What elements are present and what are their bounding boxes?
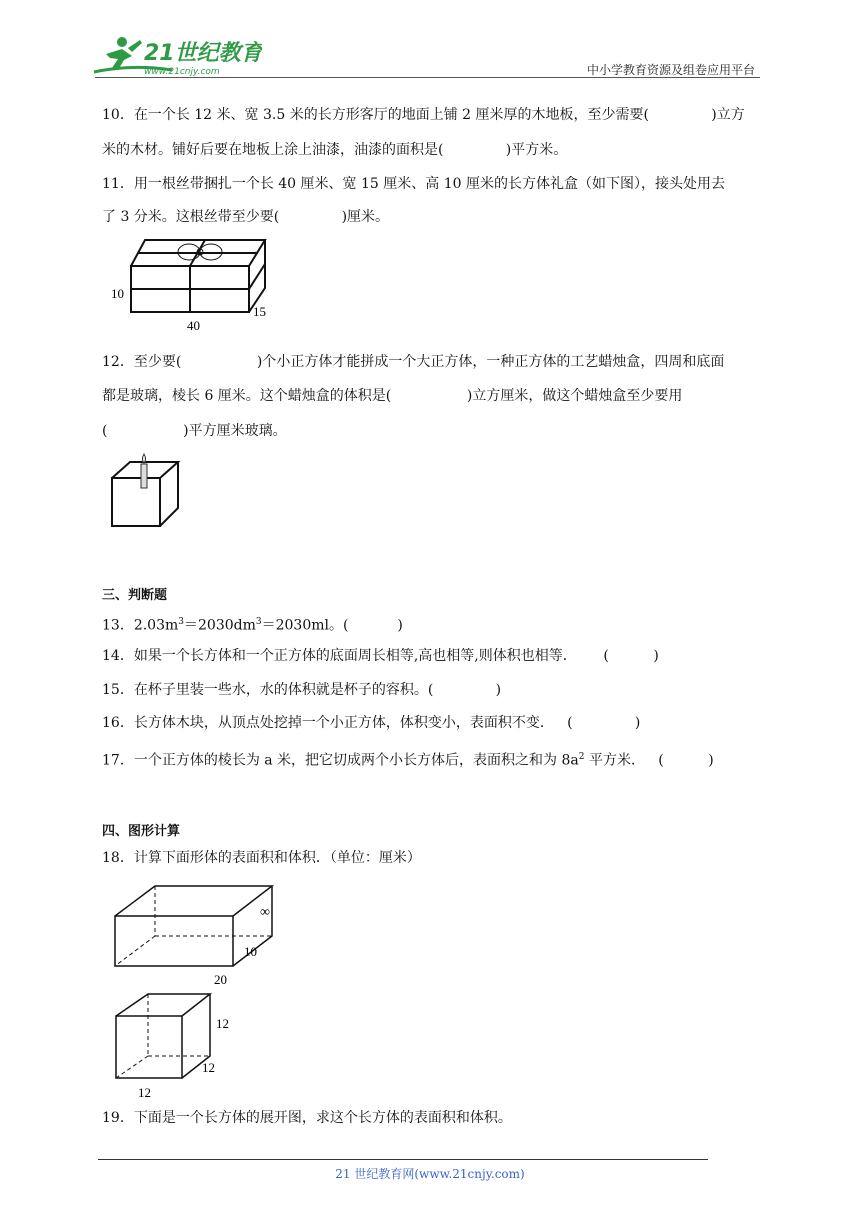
cuboid-length-label: 20	[214, 972, 227, 987]
gift-height-label: 10	[111, 286, 124, 301]
q11-line1: 11．用一根丝带捆扎一个长 40 厘米、宽 15 厘米、高 10 厘米的长方体礼盒（如下图），接头处用去	[102, 176, 725, 192]
site-logo	[92, 34, 262, 78]
q18: 18．计算下面形体的表面积和体积．（单位：厘米）	[102, 850, 421, 866]
q17: 17．一个正方体的棱长为 a 米，把它切成两个小长方体后，表面积之和为 $8a^2$ 平方米． ( )	[102, 752, 714, 769]
logo-text: 21世纪教育	[144, 41, 262, 66]
section4-title: 四、图形计算	[102, 824, 181, 839]
q16: 16．长方体木块，从顶点处挖掉一个小正方体，体积变小，表面积不变． ( )	[102, 715, 641, 731]
q10-line1: 10．在一个长 12 米、宽 3.5 米的长方形客厅的地面上铺 2 厘米厚的木地板，至少需要( )立方	[102, 107, 745, 123]
candle-box-figure	[108, 450, 184, 530]
q19: 19．下面是一个长方体的展开图，求这个长方体的表面积和体积。	[102, 1110, 512, 1126]
gift-length-label: 40	[187, 318, 200, 333]
cuboid-width-label: 10	[244, 944, 257, 959]
cuboid-height-label: ∞	[260, 905, 270, 920]
header-platform-text: 中小学教育资源及组卷应用平台	[586, 63, 755, 77]
q12-line3: ( )平方厘米玻璃。	[102, 423, 287, 439]
q11-line2: 了 3 分米。这根丝带至少要( )厘米。	[102, 209, 390, 225]
cube-depth-label: 12	[202, 1060, 215, 1075]
q12-line2: 都是玻璃，棱长 6 厘米。这个蜡烛盒的体积是( )立方厘米，做这个蜡烛盒至少要用	[102, 388, 683, 404]
q12-line1: 12．至少要( )个小正方体才能拼成一个大正方体，一种正方体的工艺蜡烛盒，四周和底面	[102, 354, 725, 370]
q13: 13．$2.03m^3=2030dm^3=2030ml$。( )	[102, 617, 403, 634]
header-divider	[95, 77, 760, 78]
footer-link[interactable]: 21 世纪教育网(www.21cnjy.com)	[335, 1167, 525, 1181]
cube-length-label: 12	[138, 1085, 151, 1100]
candle-icon	[141, 454, 147, 488]
cube-height-label: 12	[216, 1016, 229, 1031]
q10-line2: 米的木材。铺好后要在地板上涂上油漆，油漆的面积是( )平方米。	[102, 142, 568, 158]
cube-figure	[110, 990, 240, 1102]
logo-url: www.21cnjy.com	[144, 67, 220, 77]
gift-width-label: 15	[253, 304, 266, 319]
cuboid-figure	[110, 880, 280, 988]
q15: 15．在杯子里装一些水，水的体积就是杯子的容积。( )	[102, 682, 502, 698]
footer-divider	[98, 1159, 708, 1160]
section3-title: 三、判断题	[102, 588, 168, 603]
gift-box-figure	[105, 232, 275, 334]
q14: 14．如果一个长方体和一个正方体的底面周长相等,高也相等,则体积也相等． ( )	[102, 648, 659, 664]
